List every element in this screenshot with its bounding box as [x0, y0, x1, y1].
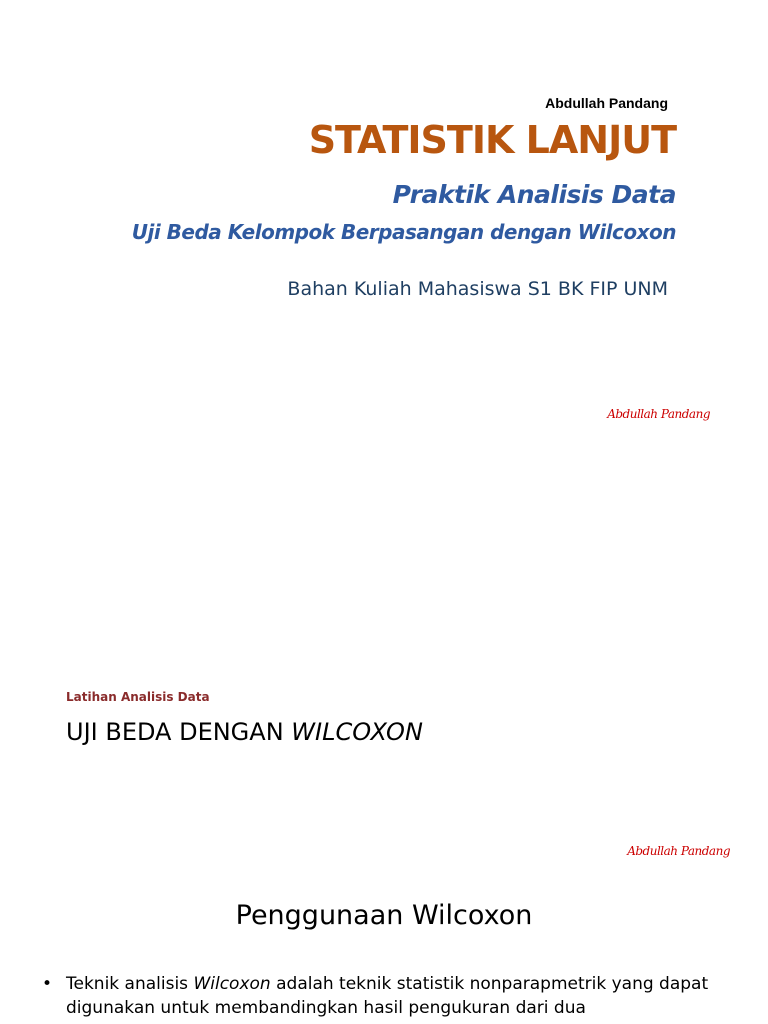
section-label: Latihan Analisis Data — [66, 690, 210, 704]
bullet-marker: • — [42, 974, 53, 994]
section-title-plain: UJI BEDA DENGAN — [66, 718, 292, 746]
bullet-text-italic: Wilcoxon — [193, 974, 271, 994]
bullet-item — [42, 972, 742, 1020]
bullet-text-post: adalah teknik statistik nonparapmetrik yang dapat digunakan untuk membandingkan hasil pengukuran dari dua — [66, 974, 709, 1018]
slide-subtitle: Praktik Analisis Data — [392, 180, 676, 209]
slide-subtitle-secondary: Uji Beda Kelompok Berpasangan dengan Wilcoxon — [131, 220, 676, 244]
slide-heading: Penggunaan Wilcoxon — [235, 900, 533, 931]
section-title-italic: WILCOXON — [291, 718, 423, 746]
author-signature: Abdullah Pandang — [607, 407, 710, 421]
course-description: Bahan Kuliah Mahasiswa S1 BK FIP UNM — [287, 278, 668, 300]
section-title — [66, 718, 423, 746]
author-name: Abdullah Pandang — [545, 95, 668, 111]
author-signature: Abdullah Pandang — [627, 844, 730, 858]
bullet-text — [66, 972, 742, 1020]
bullet-text-pre: Teknik analisis — [66, 974, 194, 994]
slide-title: STATISTIK LANJUT — [308, 118, 676, 162]
